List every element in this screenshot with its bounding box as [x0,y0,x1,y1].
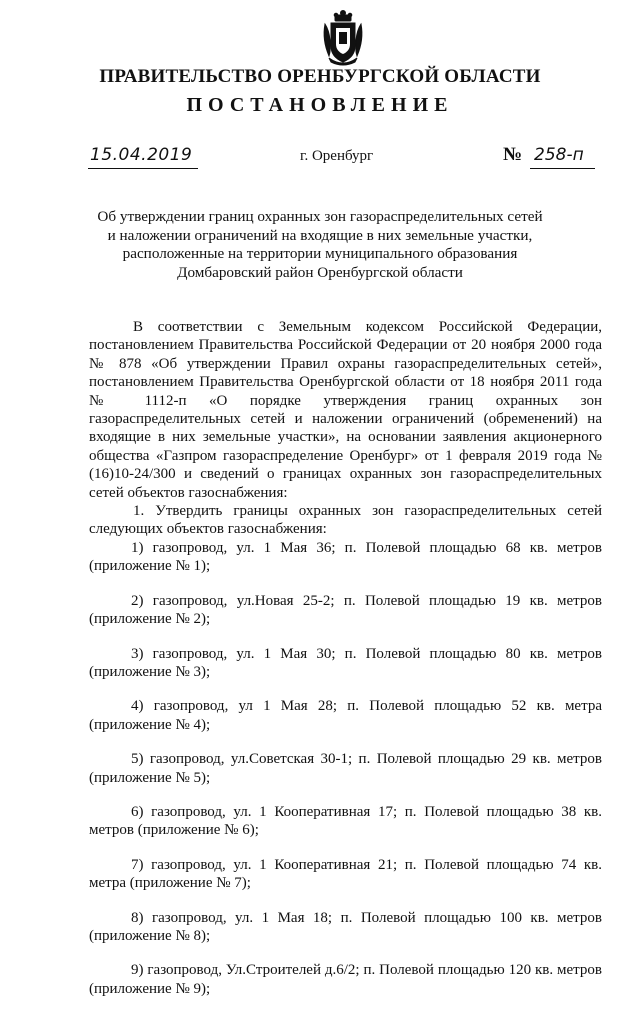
list-item: 4) газопровод, ул 1 Мая 28; п. Полевой площадью 52 кв. метра (приложение № 4); [89,698,602,733]
list-item: 7) газопровод, ул. 1 Кооперативная 21; п. Полевой площадью 74 кв. метра (приложение № 7); [89,856,602,892]
subject-line: и наложении ограничений на входящие в них земельные участки, [107,226,533,244]
document-city: г. Оренбург [300,148,374,164]
list-item: 8) газопровод, ул. 1 Мая 18; п. Полевой площадью 100 кв. метров (приложение № 8); [89,909,602,944]
list-item: 6) газопровод, ул. 1 Кооперативная 17; п. Полевой площадью 38 кв. метров (приложение № 6); [89,803,602,839]
list-item: 3) газопровод, ул. 1 Мая 30; п. Полевой площадью 80 кв. метров (приложение № 3); [89,645,602,680]
number-underline [530,168,595,169]
oblast-coat-of-arms-icon [321,10,365,66]
document-number: 258-п [534,145,584,165]
list-item: 2) газопровод, ул.Новая 25-2; п. Полевой площадью 19 кв. метров (приложение № 2); [89,592,602,628]
preamble-paragraph: В соответствии с Земельным кодексом Российской Федерации, постановлением Правительства Российской Федерации от 20 ноября 2000 года № 878 «Об утверждении Правил охраны газораспределительных сетей», постановлением Правительства Оренбургской области от 18 ноября 2011 года № 1112-п «О порядке утверждения границ охранных зон газораспределительных сетей и наложении ограничений (обременений) на входящие в них земельные участки», на основании заявления акционерного общества «Газпром газораспределение Оренбург» от 1 февраля 2019 года № (16)10-24/300 и сведений о границах охранных зон газораспределительных сетей объектов газоснабжения: [89,319,602,501]
document-date: 15.04.2019 [90,145,193,165]
organization-title: ПРАВИТЕЛЬСТВО ОРЕНБУРГСКОЙ ОБЛАСТИ [99,66,541,87]
list-item: 1) газопровод, ул. 1 Мая 36; п. Полевой площадью 68 кв. метров (приложение № 1); [89,539,602,575]
subject-line: расположенные на территории муниципального образования [122,245,518,262]
document-subject [60,208,580,282]
document-type-title: ПОСТАНОВЛЕНИЕ [186,94,454,116]
document-body [89,318,602,1014]
subject-line: Об утверждении границ охранных зон газораспределительных сетей [97,208,543,225]
date-underline [88,168,198,169]
list-item: 5) газопровод, ул.Советская 30-1; п. Полевой площадью 29 кв. метров (приложение № 5); [89,751,602,786]
subject-line: Домбаровский район Оренбургской области [177,263,463,281]
document-number-label: № [503,144,523,165]
list-item: 9) газопровод, Ул.Строителей д.6/2; п. Полевой площадью 120 кв. метров (приложение № 9); [89,962,602,997]
clause-1-paragraph: 1. Утвердить границы охранных зон газораспределительных сетей следующих объектов газоснабжения: [89,503,602,538]
